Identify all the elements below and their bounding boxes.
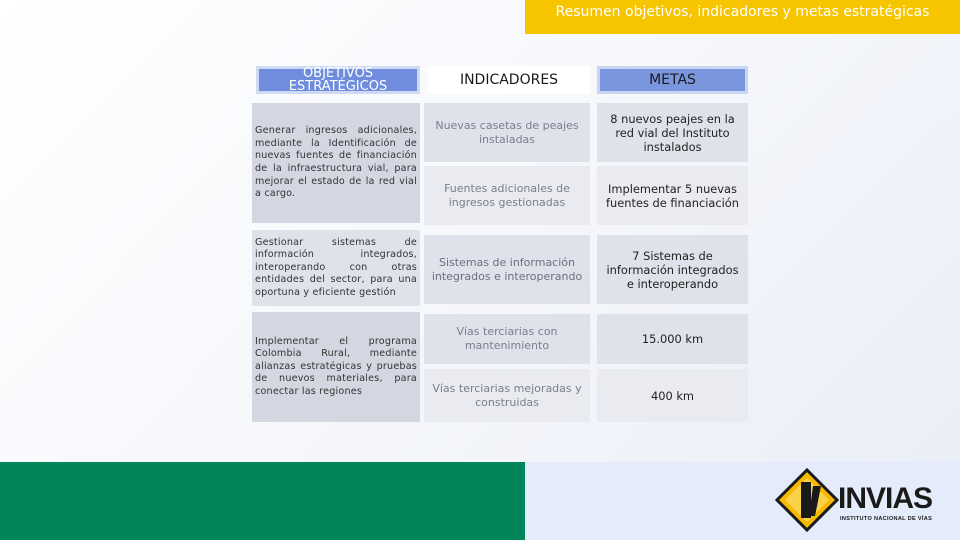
- objective-cell: [252, 312, 420, 422]
- header-indicators: INDICADORES: [428, 66, 590, 94]
- objective-cell: [252, 103, 420, 223]
- objective-text: Gestionar sistemas de información integrados, interoperando con otras entidades del sector, para una oportuna y eficiente gestión: [255, 236, 417, 298]
- logo-wordmark: INVIAS: [838, 482, 933, 515]
- indicator-cell: Vías terciarias con mantenimiento: [424, 314, 590, 364]
- goal-cell: 8 nuevos peajes en la red vial del Instituto instalados: [597, 103, 748, 162]
- logo-subtitle: INSTITUTO NACIONAL DE VÍAS: [840, 516, 933, 522]
- indicator-cell: Fuentes adicionales de ingresos gestionadas: [424, 166, 590, 225]
- objective-text: Implementar el programa Colombia Rural, mediante alianzas estratégicas y pruebas de nuevos materiales, para conectar las regiones: [255, 335, 417, 397]
- objective-cell: [252, 230, 420, 306]
- objective-text: Generar ingresos adicionales, mediante la Identificación de nuevas fuentes de financiación de la infraestructura vial, para mejorar el estado de la red vial a cargo.: [255, 125, 417, 200]
- decorative-green-block: [0, 462, 525, 540]
- slide-title: Resumen objetivos, indicadores y metas estratégicas: [555, 3, 930, 20]
- goal-cell: 400 km: [597, 369, 748, 422]
- indicator-cell: Nuevas casetas de peajes instaladas: [424, 103, 590, 162]
- goal-cell: 7 Sistemas de información integrados e interoperando: [597, 235, 748, 304]
- slide-title-bar: [525, 0, 960, 34]
- header-goals: METAS: [597, 66, 748, 94]
- goal-cell: 15.000 km: [597, 314, 748, 364]
- goal-cell: Implementar 5 nuevas fuentes de financiación: [597, 166, 748, 225]
- header-objectives: OBJETIVOS ESTRATÉGICOS: [256, 66, 420, 94]
- indicator-cell: Sistemas de información integrados e interoperando: [424, 235, 590, 304]
- indicator-cell: Vías terciarias mejoradas y construidas: [424, 369, 590, 422]
